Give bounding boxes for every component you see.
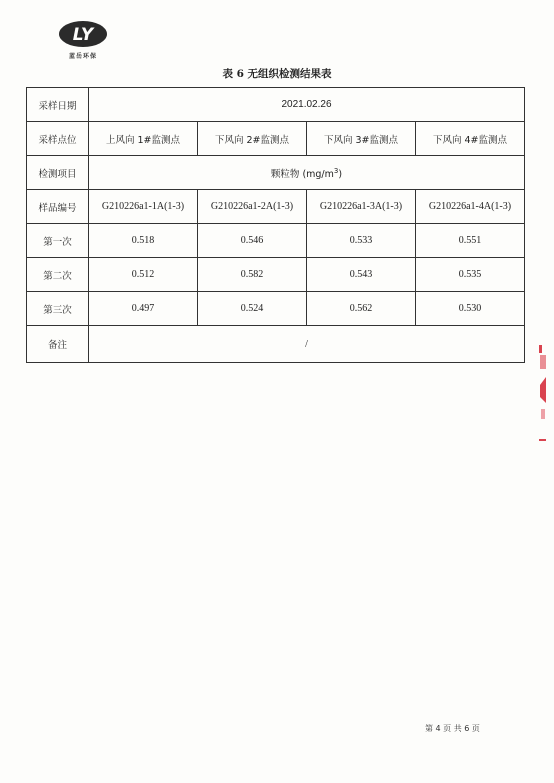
sample-id-cell: G210226a1-4A(1-3) [416, 190, 525, 224]
value-cell: 0.524 [198, 292, 307, 326]
company-name: 蓝岳环保 [68, 53, 97, 60]
point-cell: 下风向 3#监测点 [307, 122, 416, 156]
test-item-text: 颗粒物 (mg/m [270, 168, 334, 180]
row-label-date: 采样日期 [27, 88, 89, 122]
value-cell: 0.546 [198, 224, 307, 258]
table-row [27, 224, 525, 258]
value-cell: 0.543 [307, 258, 416, 292]
results-table [26, 87, 525, 363]
value-cell: 0.562 [307, 292, 416, 326]
point-cell: 上风向 1#监测点 [89, 122, 198, 156]
table-row [27, 326, 525, 363]
table-row [27, 122, 525, 156]
value-cell: 0.518 [89, 224, 198, 258]
sample-id-cell: G210226a1-3A(1-3) [307, 190, 416, 224]
test-item-sup: 3 [333, 166, 339, 175]
remarks-value: / [89, 326, 525, 363]
table-title: 表 6 无组织检测结果表 [222, 68, 332, 80]
value-cell: 0.497 [89, 292, 198, 326]
value-cell: 0.533 [307, 224, 416, 258]
row-label-remarks: 备注 [27, 326, 89, 363]
point-cell: 下风向 4#监测点 [416, 122, 525, 156]
row-label-second: 第二次 [27, 258, 89, 292]
point-cell: 下风向 2#监测点 [198, 122, 307, 156]
value-cell: 0.551 [416, 224, 525, 258]
sampling-date: 2021.02.26 [89, 88, 525, 122]
table-row [27, 190, 525, 224]
row-label-item: 检测项目 [27, 156, 89, 190]
row-label-third: 第三次 [27, 292, 89, 326]
table-row [27, 292, 525, 326]
table-row [27, 88, 525, 122]
table-row [27, 156, 525, 190]
seal-stamp-icon [538, 345, 548, 445]
sample-id-cell: G210226a1-1A(1-3) [89, 190, 198, 224]
sample-id-cell: G210226a1-2A(1-3) [198, 190, 307, 224]
value-cell: 0.512 [89, 258, 198, 292]
value-cell: 0.582 [198, 258, 307, 292]
page-number: 第 4 页 共 6 页 [425, 724, 480, 733]
row-label-points: 采样点位 [27, 122, 89, 156]
value-cell: 0.530 [416, 292, 525, 326]
value-cell: 0.535 [416, 258, 525, 292]
table-row [27, 258, 525, 292]
row-label-sample-ids: 样品编号 [27, 190, 89, 224]
test-item [89, 156, 525, 190]
logo-mark: LY [72, 25, 94, 45]
row-label-first: 第一次 [27, 224, 89, 258]
test-item-suffix: ) [338, 168, 343, 180]
